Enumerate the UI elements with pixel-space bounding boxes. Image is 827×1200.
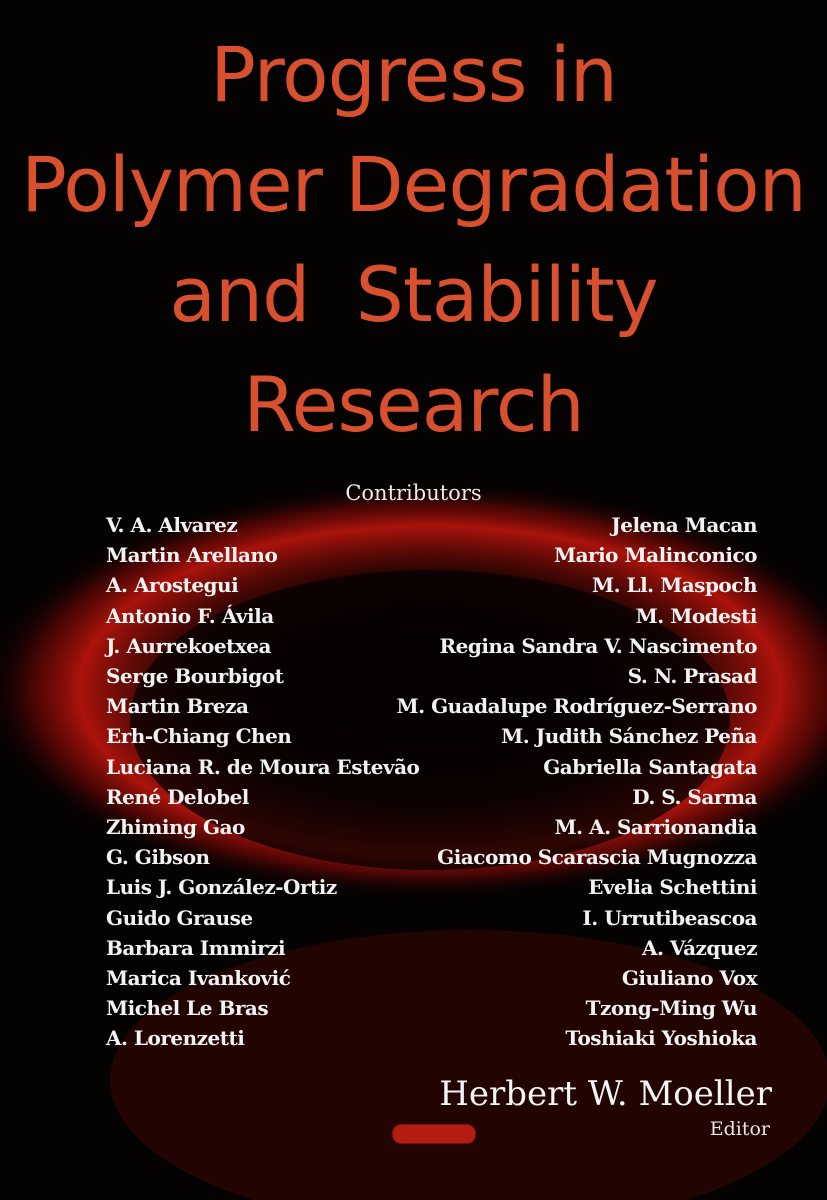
contributors-heading: Contributors bbox=[345, 481, 482, 505]
contributor-name: Serge Bourbigot bbox=[106, 664, 284, 689]
contributors-right-column bbox=[397, 510, 757, 1054]
contributor-name: Michel Le Bras bbox=[106, 996, 269, 1021]
contributor-name: Guido Grause bbox=[106, 905, 253, 930]
contributor-name: Martin Breza bbox=[106, 694, 249, 719]
contributor-name: Toshiaki Yoshioka bbox=[565, 1026, 757, 1051]
contributor-name: J. Aurrekoetxea bbox=[106, 633, 271, 658]
contributor-name: Martin Arellano bbox=[106, 543, 278, 568]
contributor-name: Antonio F. Ávila bbox=[106, 603, 274, 628]
contributor-name: Luciana R. de Moura Estevão bbox=[106, 754, 420, 779]
contributor-name: D. S. Sarma bbox=[632, 784, 757, 809]
contributors-left-column bbox=[106, 510, 419, 1054]
contributor-name: G. Gibson bbox=[106, 845, 210, 870]
contributor-name: S. N. Prasad bbox=[627, 664, 757, 689]
editor-name: Herbert W. Moeller bbox=[439, 1074, 772, 1114]
contributor-name: I. Urrutibeascoa bbox=[582, 905, 757, 930]
contributor-name: M. Ll. Maspoch bbox=[591, 573, 757, 598]
contributor-name: Barbara Immirzi bbox=[106, 935, 286, 960]
contributor-name: A. Vázquez bbox=[641, 935, 757, 960]
editor-role: Editor bbox=[709, 1118, 770, 1140]
contributor-name: V. A. Alvarez bbox=[106, 513, 238, 537]
contributor-name: Jelena Macan bbox=[611, 513, 757, 537]
contributor-name: Evelia Schettini bbox=[588, 875, 757, 900]
contributor-name: Zhiming Gao bbox=[106, 815, 245, 840]
contributor-name: Mario Malinconico bbox=[553, 543, 757, 568]
contributor-name: M. A. Sarrionandia bbox=[554, 815, 757, 840]
publisher-logo bbox=[392, 1124, 476, 1144]
contributor-name: Gabriella Santagata bbox=[543, 754, 757, 779]
title-line-4: Research bbox=[243, 360, 584, 449]
contributor-name: A. Lorenzetti bbox=[106, 1026, 245, 1051]
contributor-name: M. Guadalupe Rodríguez-Serrano bbox=[396, 694, 757, 719]
contributor-name: Giuliano Vox bbox=[621, 966, 757, 991]
contributor-name: Tzong-Ming Wu bbox=[585, 996, 757, 1021]
contributor-name: M. Judith Sánchez Peña bbox=[501, 724, 757, 749]
title-line-3: and Stability bbox=[169, 250, 658, 339]
contributor-name: Luis J. González-Ortiz bbox=[106, 875, 337, 900]
contributor-name: M. Modesti bbox=[635, 603, 757, 628]
title-line-1: Progress in bbox=[210, 30, 617, 119]
book-title bbox=[0, 20, 827, 460]
contributor-name: Giacomo Scarascia Mugnozza bbox=[437, 845, 757, 870]
contributor-name: Erh-Chiang Chen bbox=[106, 724, 292, 749]
contributor-name: René Delobel bbox=[106, 784, 249, 809]
contributor-name: Regina Sandra V. Nascimento bbox=[439, 633, 757, 658]
contributor-name: Marica Ivanković bbox=[106, 966, 291, 991]
title-line-2: Polymer Degradation bbox=[21, 140, 806, 229]
contributor-name: A. Arostegui bbox=[106, 573, 239, 598]
